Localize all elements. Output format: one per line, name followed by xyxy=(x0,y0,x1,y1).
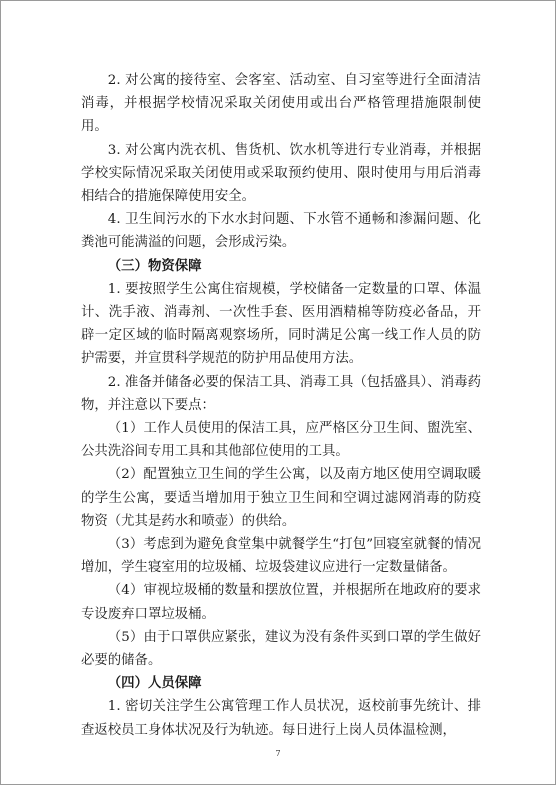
list-item-4: （4）审视垃圾桶的数量和摆放位置，并根据所在地政府的要求专设废弃口罩垃圾桶。 xyxy=(81,583,481,622)
paragraph-2: 2. 对公寓的接待室、会客室、活动室、自习室等进行全面清洁消毒，并根据学校情况采取关闭使用或出台严格管理措施限制使用。 xyxy=(81,73,481,135)
paragraph-materials-1: 1. 要按照学生公寓住宿规模，学校储备一定数量的口罩、体温计、洗手液、消毒剂、一次性手套、医用酒精棉等防疫必备品，开辟一定区域的临时隔离观察场所，同时满足公寓一线工作人员的防护需要，并宣贯科学规范的防护用品使用方法。 xyxy=(81,281,481,367)
section-heading-materials: （三）物资保障 xyxy=(107,257,202,274)
paragraph-3: 3. 对公寓内洗衣机、售货机、饮水机等进行专业消毒，并根据学校实际情况采取关闭使用或采取预约使用、限时使用与用后消毒相结合的措施保障使用安全。 xyxy=(81,142,481,205)
list-item-3: （3）考虑到为避免食堂集中就餐学生“打包”回寝室就餐的情况增加，学生寝室用的垃圾桶、垃圾袋建议应进行一定数量储备。 xyxy=(81,537,481,576)
list-item-1: （1）工作人员使用的保洁工具，应严格区分卫生间、盥洗室、公共洗浴间专用工具和其他部位使用的工具。 xyxy=(81,421,481,460)
list-item-5: （5）由于口罩供应紧张，建议为没有条件买到口罩的学生做好必要的储备。 xyxy=(81,629,481,669)
section-heading-personnel: （四）人员保障 xyxy=(107,675,202,692)
page-number: 7 xyxy=(275,749,281,758)
document-body xyxy=(81,69,481,742)
paragraph-materials-2: 2. 准备并储备必要的保洁工具、消毒工具（包括盛具）、消毒药物，并注意以下要点： xyxy=(81,374,481,413)
paragraph-4: 4. 卫生间污水的下水水封问题、下水管不通畅和渗漏问题、化粪池可能满溢的问题，会形成污染。 xyxy=(81,212,481,251)
paragraph-personnel-1: 1. 密切关注学生公寓管理工作人员状况，返校前事先统计、排查返校员工身体状况及行为轨迹。每日进行上岗人员体温检测， xyxy=(81,699,481,738)
list-item-2: （2）配置独立卫生间的学生公寓，以及南方地区使用空调取暖的学生公寓，要适当增加用于独立卫生间和空调过滤网消毒的防疫物资（尤其是药水和喷壶）的供给。 xyxy=(81,467,481,529)
